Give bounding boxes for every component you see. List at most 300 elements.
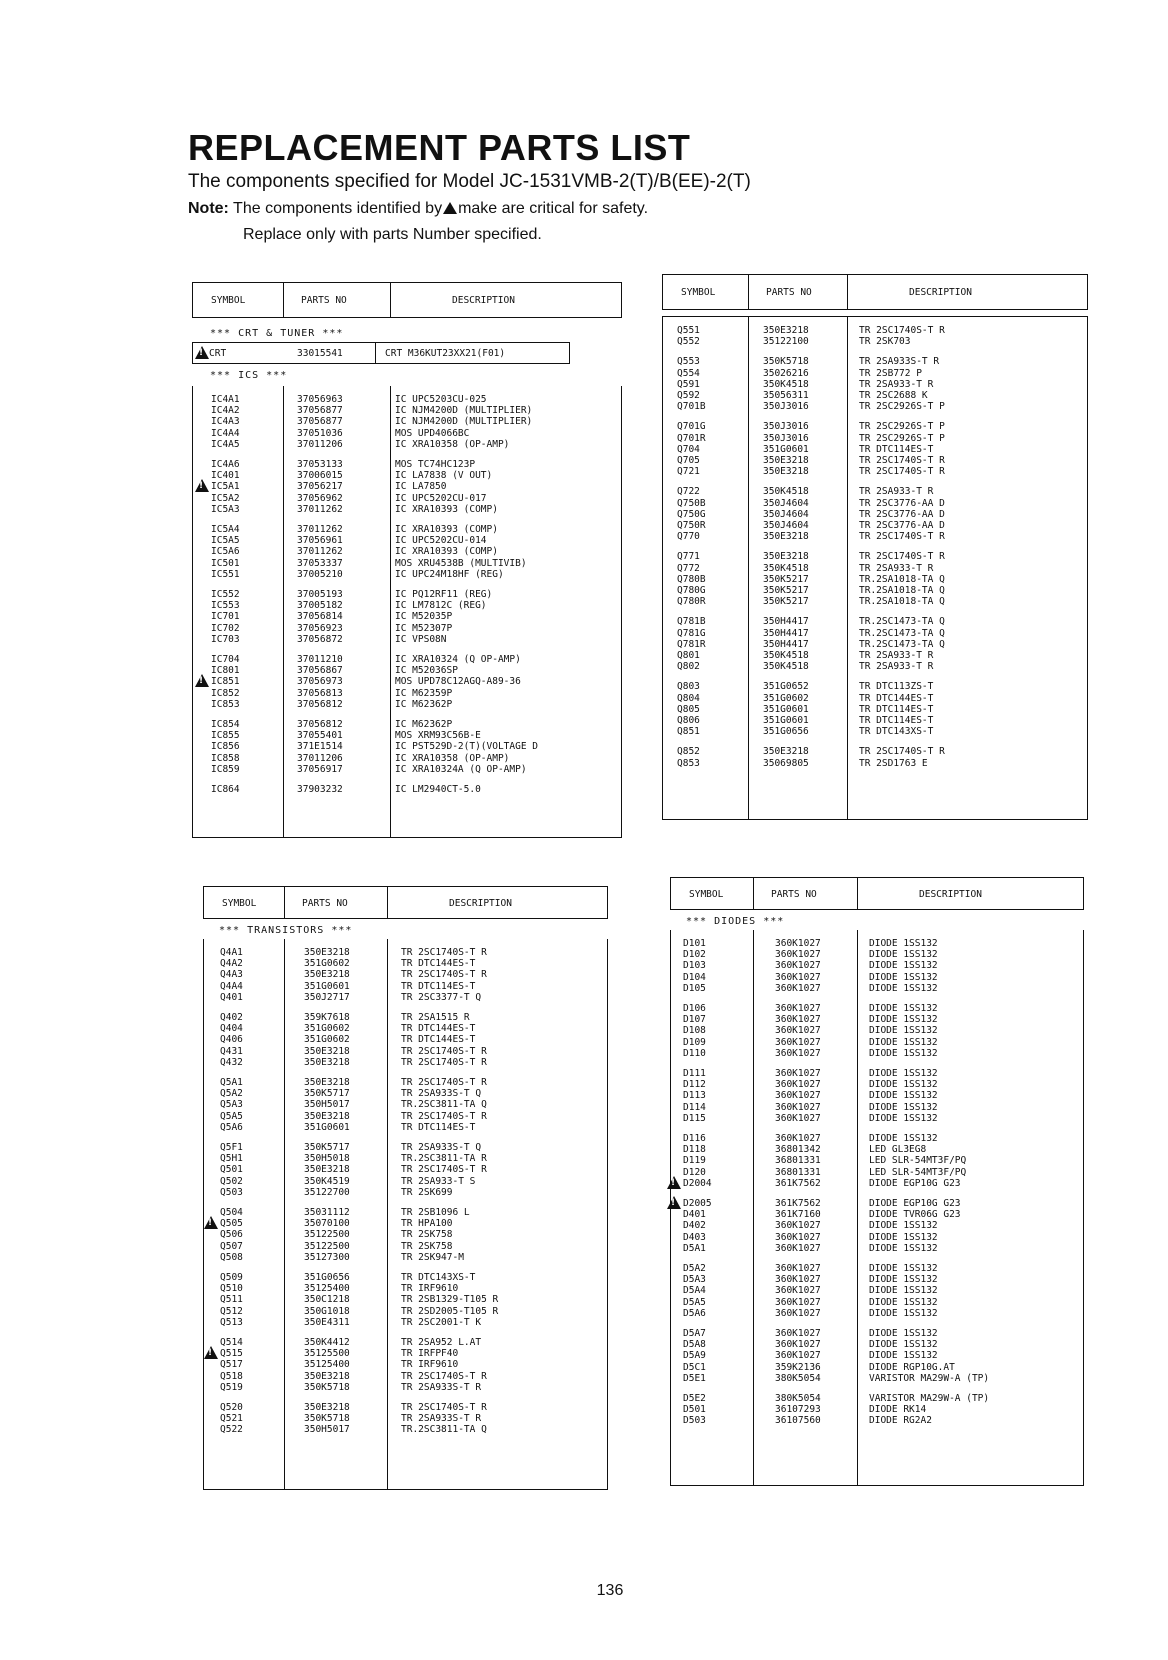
row-symbol: Q781G (677, 627, 706, 639)
row-description: DIODE 1SS132 (869, 1285, 938, 1297)
row-parts-no: 351G0601 (763, 715, 809, 726)
row-parts-no: 360K1027 (775, 1003, 821, 1014)
row-symbol: Q780G (677, 585, 706, 596)
row-symbol: IC553 (211, 600, 240, 612)
table-row (204, 1283, 607, 1294)
row-description: TR 2SC1740S-T R (401, 1077, 487, 1088)
row-parts-no: 360K1027 (775, 1296, 821, 1308)
row-description: DIODE 1SS132 (869, 1220, 938, 1232)
row-symbol: Q771 (677, 551, 700, 563)
table-row (193, 524, 621, 535)
row-description: IC PST529D-2(T)(VOLTAGE D (395, 741, 538, 753)
row-symbol: D113 (683, 1090, 706, 1102)
table-row (204, 1348, 607, 1359)
table-row (671, 960, 1083, 971)
row-description: TR DTC144ES-T (859, 692, 934, 704)
row-parts-no: 361K7160 (775, 1209, 821, 1221)
row-parts-no: 360K1027 (775, 1339, 821, 1351)
table-body (192, 386, 622, 838)
row-description: IC XRA10324 (Q OP-AMP) (395, 654, 521, 665)
column-divider (753, 878, 754, 909)
row-description: TR 2SC2001-T K (401, 1316, 482, 1328)
row-description: DIODE 1SS132 (869, 1242, 938, 1254)
row-symbol: D5A9 (683, 1350, 706, 1362)
row-description: DIODE 1SS132 (869, 1068, 938, 1079)
row-symbol: IC856 (211, 741, 240, 753)
table-row (663, 466, 1087, 477)
table-row (663, 336, 1087, 347)
row-description: TR 2SC1740S-T R (401, 1370, 487, 1382)
row-symbol: Q4A4 (220, 980, 243, 992)
row-parts-no: 350H5017 (304, 1099, 350, 1111)
row-description: TR.2SC1473-TA Q (859, 616, 945, 628)
row-parts-no: 350E3218 (304, 947, 350, 958)
row-symbol: IC704 (211, 654, 240, 665)
row-description: IC XRA10393 (COMP) (395, 546, 498, 558)
row-symbol: D115 (683, 1112, 706, 1124)
row-description: IC XRA10358 (OP-AMP) (395, 438, 510, 450)
table-row (663, 574, 1087, 585)
row-description: DIODE RG2A2 (869, 1415, 932, 1427)
row-parts-no: 351G0656 (304, 1272, 350, 1283)
row-description: TR 2SA933-T S (401, 1175, 476, 1187)
col-parts-no: PARTS NO (766, 287, 812, 298)
row-parts-no: 350K4519 (304, 1175, 350, 1187)
table-row (663, 421, 1087, 432)
row-description: TR DTC114ES-T (859, 703, 934, 715)
table-row (663, 498, 1087, 509)
row-parts-no: 350J4604 (763, 508, 809, 520)
table-row (671, 1339, 1083, 1350)
row-symbol: D116 (683, 1133, 706, 1144)
row-symbol: Q592 (677, 390, 700, 401)
row-description: DIODE 1SS132 (869, 1231, 938, 1243)
section-crt-tuner: *** CRT & TUNER *** (210, 328, 344, 339)
table-row (204, 1272, 607, 1283)
table-row (663, 639, 1087, 650)
row-description: DIODE 1SS132 (869, 938, 938, 949)
row-symbol: Q517 (220, 1359, 243, 1371)
row-symbol: Q5A6 (220, 1121, 243, 1133)
row-parts-no: 351G0602 (304, 1034, 350, 1046)
row-description: TR.2SC3811-TA R (401, 1153, 487, 1165)
row-parts-no: 350K4518 (763, 486, 809, 498)
row-symbol: D110 (683, 1047, 706, 1059)
row-description: DIODE 1SS132 (869, 949, 938, 961)
row-description: DIODE 1SS132 (869, 1307, 938, 1319)
row-description: TR 2SB772 P (859, 367, 922, 379)
table-body (662, 316, 1088, 820)
table-row (204, 992, 607, 1003)
table-row (193, 470, 621, 481)
row-symbol: Q5F1 (220, 1142, 243, 1153)
row-description: DIODE 1SS132 (869, 1112, 938, 1124)
table-row (671, 1025, 1083, 1036)
col-symbol: SYMBOL (222, 897, 257, 909)
row-parts-no: 360K1027 (775, 1068, 821, 1079)
row-parts-no: 371E1514 (297, 741, 343, 753)
table-row (671, 1297, 1083, 1308)
table-row (204, 1359, 607, 1370)
row-symbol: D119 (683, 1155, 706, 1167)
row-symbol: Q521 (220, 1413, 243, 1425)
table-row (663, 325, 1087, 336)
row-description: TR 2SA1515 R (401, 1012, 470, 1023)
row-parts-no: 350H4417 (763, 616, 809, 628)
row-description: TR 2SA933-T R (859, 650, 934, 661)
row-description: TR 2SK758 (401, 1240, 453, 1252)
row-symbol: Q805 (677, 703, 700, 715)
row-description: DIODE 1SS132 (869, 1025, 938, 1037)
row-parts-no: 36107293 (775, 1404, 821, 1416)
row-symbol: Q402 (220, 1012, 243, 1023)
table-row (663, 693, 1087, 704)
row-description: TR 2SA933S-T R (401, 1413, 482, 1425)
row-parts-no: 361K7562 (775, 1177, 821, 1189)
table-row (663, 444, 1087, 455)
row-description: TR 2SB1096 L (401, 1207, 470, 1218)
row-description: TR DTC144ES-T (401, 1023, 476, 1035)
row-parts-no: 350E3218 (763, 455, 809, 466)
table-row (204, 1306, 607, 1317)
table-row (193, 439, 621, 450)
row-parts-no: 351G0656 (763, 726, 809, 738)
row-parts-no: 360K1027 (775, 1274, 821, 1286)
row-symbol: IC858 (211, 752, 240, 764)
row-symbol: IC853 (211, 698, 240, 710)
table-row (193, 753, 621, 764)
row-description: TR DTC114ES-T (401, 980, 476, 992)
table-row (671, 983, 1083, 994)
row-description: IC VPS08N (395, 633, 447, 645)
table-row (204, 1424, 607, 1435)
table-row (204, 1099, 607, 1110)
row-description: TR 2SC1740S-T R (401, 969, 487, 981)
table-row (193, 764, 621, 775)
row-symbol: IC4A3 (211, 416, 240, 428)
row-parts-no: 37056923 (297, 622, 343, 634)
row-parts-no: 35069805 (763, 757, 809, 769)
row-parts-no: 37005182 (297, 600, 343, 612)
row-description: IC XRA10324A (Q OP-AMP) (395, 763, 527, 775)
row-description: IC XRA10358 (OP-AMP) (395, 752, 510, 764)
row-symbol: Q701G (677, 421, 706, 433)
row-parts-no: 35122500 (304, 1240, 350, 1252)
row-symbol: D5A1 (683, 1242, 706, 1254)
row-description: TR 2SC3776-AA D (859, 508, 945, 520)
row-symbol: Q851 (677, 726, 700, 738)
row-description: TR 2SK947-M (401, 1251, 464, 1263)
row-symbol: Q510 (220, 1283, 243, 1295)
table-row (193, 535, 621, 546)
row-symbol: Q704 (677, 443, 700, 455)
row-parts-no: 350J3016 (763, 432, 809, 444)
row-parts-no: 350C1218 (304, 1294, 350, 1306)
table-row (671, 1243, 1083, 1254)
row-symbol: IC551 (211, 568, 240, 580)
row-parts-no: 351G0601 (763, 443, 809, 455)
row-parts-no: 360K1027 (775, 982, 821, 994)
row-symbol: D5A2 (683, 1263, 706, 1274)
table-row (671, 1133, 1083, 1144)
table-row (204, 981, 607, 992)
section-title: *** DIODES *** (686, 916, 785, 927)
row-description: TR 2SC1740S-T R (401, 1056, 487, 1068)
table-row (663, 726, 1087, 737)
table-row (671, 938, 1083, 949)
row-parts-no: 37056917 (297, 763, 343, 775)
row-symbol: IC864 (211, 784, 240, 795)
row-symbol: D5E2 (683, 1393, 706, 1404)
row-symbol: Q504 (220, 1207, 243, 1218)
row-symbol: Q552 (677, 336, 700, 348)
row-description: TR 2SA933S-T R (401, 1381, 482, 1393)
table-row (663, 563, 1087, 574)
row-description: MOS XRM93C56B-E (395, 730, 481, 742)
table-row (671, 1308, 1083, 1319)
row-symbol: Q505 (220, 1218, 243, 1230)
row-parts-no: 360K1027 (775, 1350, 821, 1362)
row-symbol: Q509 (220, 1272, 243, 1283)
row-description: TR 2SC1740S-T R (401, 1402, 487, 1413)
row-parts-no: 36801331 (775, 1155, 821, 1167)
row-symbol: Q5A5 (220, 1110, 243, 1122)
row-symbol: Q803 (677, 681, 700, 693)
table-row (204, 1142, 607, 1153)
table-row (671, 949, 1083, 960)
row-symbol: D102 (683, 949, 706, 961)
row-symbol: D402 (683, 1220, 706, 1232)
row-description: TR 2SC1740S-T R (401, 1110, 487, 1122)
table-row (204, 1111, 607, 1122)
row-symbol: IC5A3 (211, 503, 240, 515)
row-description: TR DTC114ES-T (401, 1121, 476, 1133)
row-parts-no: 351G0601 (304, 980, 350, 992)
row-symbol: IC852 (211, 687, 240, 699)
section-title: *** TRANSISTORS *** (219, 925, 353, 936)
table-row (663, 596, 1087, 607)
row-parts-no: 360K1027 (775, 1220, 821, 1232)
row-symbol: Q801 (677, 650, 700, 661)
row-description: VARISTOR MA29W-A (TP) (869, 1393, 990, 1404)
row-symbol: Q750G (677, 508, 706, 520)
row-description: DIODE 1SS132 (869, 1339, 938, 1351)
row-description: TR.2SC3811-TA Q (401, 1424, 487, 1436)
row-symbol: Q513 (220, 1316, 243, 1328)
col-symbol: SYMBOL (211, 295, 246, 306)
row-symbol: D106 (683, 1003, 706, 1014)
row-parts-no: 360K1027 (775, 1112, 821, 1124)
row-parts-no: 37005210 (297, 568, 343, 580)
row-parts-no: 37011262 (297, 546, 343, 558)
row-symbol: IC855 (211, 730, 240, 742)
table-row (193, 589, 621, 600)
row-parts-no: 37056812 (297, 719, 343, 730)
table-row (671, 1350, 1083, 1361)
row-parts-no: 350K5217 (763, 585, 809, 596)
row-symbol: IC501 (211, 557, 240, 569)
row-parts-no: 37011262 (297, 503, 343, 515)
row-parts-no: 350E3218 (304, 1370, 350, 1382)
table-row (671, 1415, 1083, 1426)
row-description: TR 2SA933-T R (859, 562, 934, 574)
table-row (204, 1382, 607, 1393)
row-parts-no: 35122500 (304, 1229, 350, 1241)
row-description: IC M52035P (395, 611, 453, 623)
row-symbol: D5A6 (683, 1307, 706, 1319)
row-description: DIODE 1SS132 (869, 1003, 938, 1014)
row-symbol: Q4A2 (220, 958, 243, 970)
row-symbol: Q852 (677, 746, 700, 758)
table-row (671, 1167, 1083, 1178)
row-description: DIODE EGP10G G23 (869, 1198, 961, 1209)
row-parts-no: 37056814 (297, 611, 343, 623)
warning-triangle-icon (195, 346, 209, 359)
row-description: DIODE 1SS132 (869, 1328, 938, 1339)
row-symbol: Q507 (220, 1240, 243, 1252)
row-parts-no: 350H5017 (304, 1424, 350, 1436)
row-description: VARISTOR MA29W-A (TP) (869, 1372, 990, 1384)
table-row (663, 746, 1087, 757)
table-row (193, 634, 621, 645)
note-text-b: make are critical for safety. (458, 200, 649, 217)
row-parts-no: 360K1027 (775, 1025, 821, 1037)
table-row (671, 1198, 1083, 1209)
row-symbol: D503 (683, 1415, 706, 1427)
row-description: TR 2SK703 (859, 336, 911, 348)
row-symbol: D5A4 (683, 1285, 706, 1297)
row-parts-no: 350K5217 (763, 596, 809, 608)
row-symbol: Q806 (677, 715, 700, 726)
row-symbol: D114 (683, 1101, 706, 1113)
row-parts-no: 350K4518 (763, 661, 809, 673)
crt-description: CRT M36KUT23XX21(F01) (385, 348, 506, 359)
row-symbol: Q780B (677, 573, 706, 585)
row-symbol: IC703 (211, 633, 240, 645)
col-description: DESCRIPTION (909, 287, 972, 298)
table-row (193, 784, 621, 795)
table-row (671, 1328, 1083, 1339)
row-parts-no: 360K1027 (775, 1036, 821, 1048)
table-row (663, 681, 1087, 692)
row-parts-no: 350K5717 (304, 1088, 350, 1100)
table-row (193, 569, 621, 580)
row-symbol: D105 (683, 982, 706, 994)
row-description: IC M62362P (395, 698, 453, 710)
table-row (193, 623, 621, 634)
table-row (204, 969, 607, 980)
row-symbol: Q772 (677, 562, 700, 574)
row-description: TR 2SA933-T R (859, 378, 934, 390)
row-description: TR 2SA933S-T R (859, 356, 940, 368)
note-text-a: The components identified by (233, 200, 443, 217)
row-parts-no: 350E3218 (304, 1077, 350, 1088)
table-row (671, 1003, 1083, 1014)
row-description: IC LM2940CT-5.0 (395, 784, 481, 795)
row-description: TR 2SB1329-T105 R (401, 1294, 499, 1306)
safety-note-line2: Replace only with parts Number specified. (243, 226, 542, 243)
row-parts-no: 360K1027 (775, 1328, 821, 1339)
row-symbol: D5A3 (683, 1274, 706, 1286)
table-row (204, 1187, 607, 1198)
row-symbol: IC5A1 (211, 481, 240, 493)
row-parts-no: 37056867 (297, 665, 343, 677)
col-description: DESCRIPTION (449, 897, 512, 909)
table-row (671, 1362, 1083, 1373)
table-header (662, 274, 1088, 310)
row-parts-no: 36801342 (775, 1144, 821, 1156)
table-row (193, 665, 621, 676)
row-description: TR 2SC1740S-T R (401, 1164, 487, 1176)
row-parts-no: 360K1027 (775, 1231, 821, 1243)
table-row (204, 1371, 607, 1382)
row-description: DIODE 1SS132 (869, 1036, 938, 1048)
table-row (663, 486, 1087, 497)
table-row (663, 704, 1087, 715)
row-symbol: D5A5 (683, 1296, 706, 1308)
table-row (204, 1337, 607, 1348)
table-header (670, 877, 1084, 910)
row-parts-no: 35125500 (304, 1348, 350, 1360)
table-row (204, 1176, 607, 1187)
row-symbol: Q802 (677, 661, 700, 673)
row-symbol: Q553 (677, 356, 700, 368)
row-symbol: D501 (683, 1404, 706, 1416)
row-symbol: Q750B (677, 497, 706, 509)
table-row (671, 1014, 1083, 1025)
row-symbol: D403 (683, 1231, 706, 1243)
table-row (671, 1113, 1083, 1124)
row-description: IC NJM4200D (MULTIPLIER) (395, 405, 533, 417)
note-label: Note: (188, 200, 229, 217)
table-row (671, 972, 1083, 983)
row-symbol: Q701B (677, 401, 706, 413)
row-symbol: IC5A5 (211, 535, 240, 547)
row-description: MOS UPD78C12AGQ-A89-36 (395, 676, 521, 688)
row-description: DIODE 1SS132 (869, 1101, 938, 1113)
table-row (204, 1317, 607, 1328)
row-description: TR 2SC1740S-T R (401, 947, 487, 958)
row-symbol: Q5A1 (220, 1077, 243, 1088)
row-description: DIODE RK14 (869, 1404, 927, 1416)
row-description: TR DTC143XS-T (401, 1272, 476, 1283)
table-row (193, 688, 621, 699)
row-symbol: Q512 (220, 1305, 243, 1317)
row-symbol: Q705 (677, 455, 700, 466)
row-description: TR 2SC2926S-T P (859, 432, 945, 444)
row-parts-no: 37011206 (297, 438, 343, 450)
row-parts-no: 360K1027 (775, 1101, 821, 1113)
table-row (671, 1373, 1083, 1384)
row-description: DIODE 1SS132 (869, 1047, 938, 1059)
row-symbol: D118 (683, 1144, 706, 1156)
row-symbol: IC854 (211, 719, 240, 730)
row-description: TR.2SA1018-TA Q (859, 596, 945, 608)
table-row (663, 433, 1087, 444)
row-parts-no: 37011210 (297, 654, 343, 665)
row-parts-no: 350K4518 (763, 650, 809, 661)
row-parts-no: 37056813 (297, 687, 343, 699)
table-row (671, 1393, 1083, 1404)
row-symbol: Q518 (220, 1370, 243, 1382)
row-symbol: Q4A1 (220, 947, 243, 958)
row-parts-no: 37056961 (297, 535, 343, 547)
row-symbol: Q431 (220, 1045, 243, 1057)
row-parts-no: 360K1027 (775, 1133, 821, 1144)
row-symbol: D109 (683, 1036, 706, 1048)
table-row (204, 1153, 607, 1164)
row-symbol: D104 (683, 971, 706, 983)
